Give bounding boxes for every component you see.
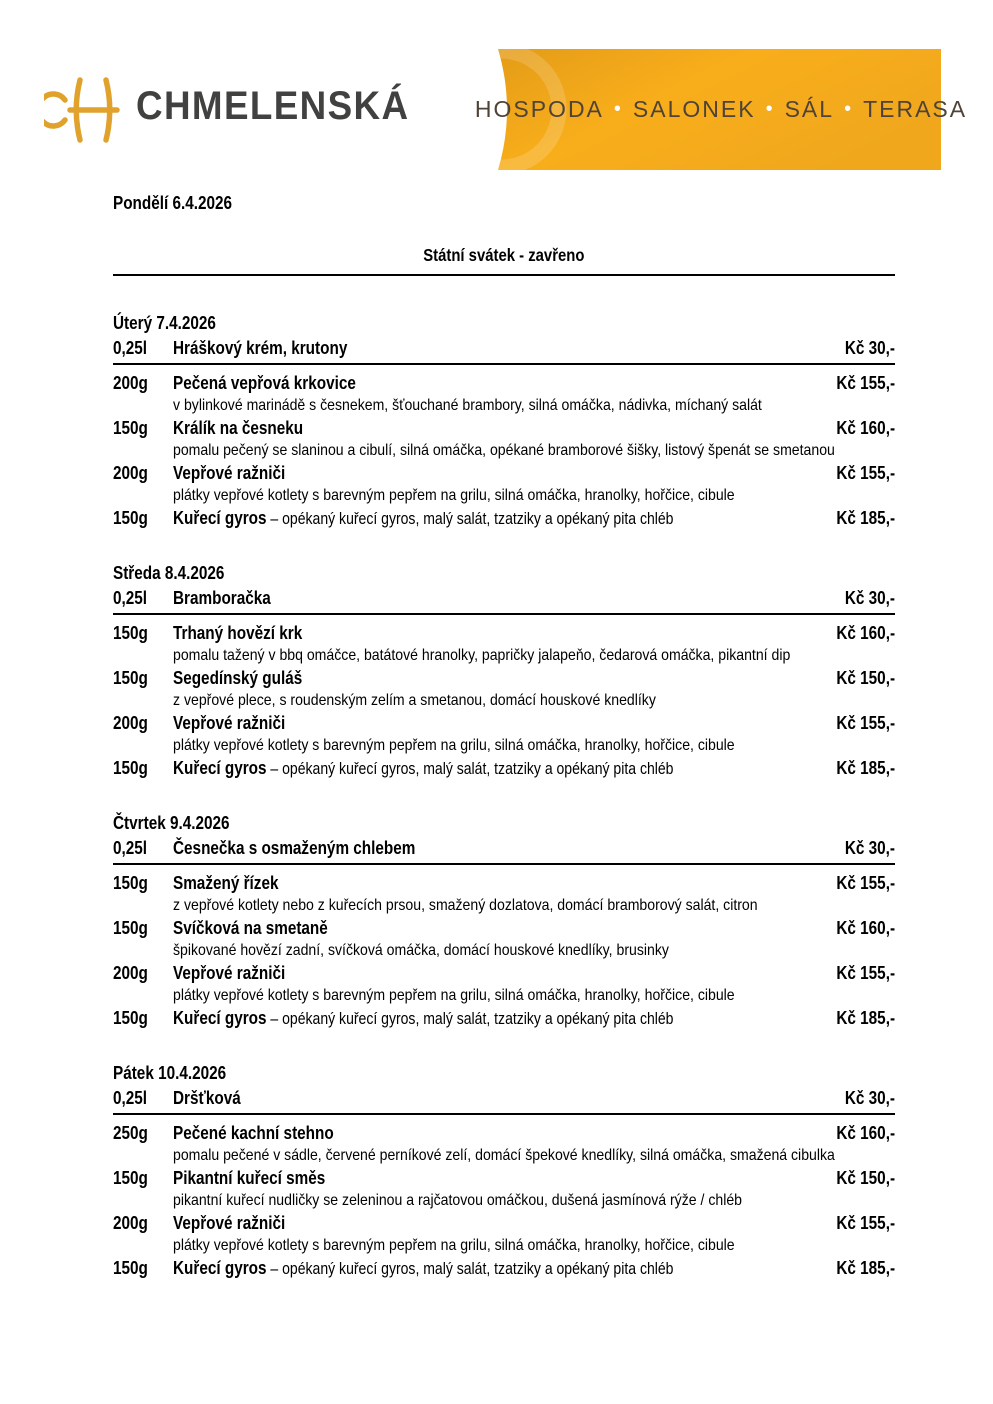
item-name: Česnečka s osmaženým chlebem xyxy=(173,838,416,858)
item-name: Vepřové ražniči xyxy=(173,963,286,983)
menu-item-row xyxy=(113,712,895,735)
menu-item-row xyxy=(113,872,895,895)
item-description: z vepřové plece, s roudenským zelím a smetanou, domácí houskové knedlíky xyxy=(173,692,656,709)
item-price: Kč 160,- xyxy=(836,418,895,438)
item-price: Kč 30,- xyxy=(844,588,895,608)
menu-item-row xyxy=(113,1257,895,1281)
menu-item-row xyxy=(113,372,895,395)
item-description: plátky vepřové kotlety s barevným pepřem na grilu, silná omáčka, hranolky, hořčice, cibule xyxy=(173,487,735,504)
item-description: pomalu pečený se slaninou a cibulí, silná omáčka, opékané bramborové šišky, listový špenát se smetanou xyxy=(173,442,835,459)
item-price: Kč 185,- xyxy=(836,1008,895,1028)
item-price: Kč 30,- xyxy=(844,838,895,858)
menu-item-row xyxy=(113,1007,895,1031)
portion-size: 200g xyxy=(113,963,148,983)
item-name: Pečené kachní stehno xyxy=(173,1123,334,1143)
menu-item-row xyxy=(113,1087,895,1115)
item-price: Kč 30,- xyxy=(844,338,895,358)
tagline-word: SÁL xyxy=(784,96,835,122)
item-price: Kč 185,- xyxy=(836,758,895,778)
menu-item-row xyxy=(113,462,895,485)
portion-size: 150g xyxy=(113,918,148,938)
portion-size: 200g xyxy=(113,1213,148,1233)
tagline-dot-icon: • xyxy=(613,98,623,120)
item-price: Kč 160,- xyxy=(836,623,895,643)
day-section xyxy=(113,312,895,531)
brand-name: CHMELENSKÁ xyxy=(136,84,410,128)
portion-size: 0,25l xyxy=(113,1088,148,1108)
portion-size: 200g xyxy=(113,713,148,733)
item-description: pomalu pečené v sádle, červené perníkové zelí, domácí špekové knedlíky, silná omáčka, smažená cibulka xyxy=(173,1147,835,1164)
item-price: Kč 155,- xyxy=(836,873,895,893)
portion-size: 150g xyxy=(113,508,148,528)
menu-item-row xyxy=(113,587,895,615)
item-description: plátky vepřové kotlety s barevným pepřem na grilu, silná omáčka, hranolky, hořčice, cibule xyxy=(173,737,735,754)
day-title: Úterý 7.4.2026 xyxy=(113,313,216,333)
menu-content xyxy=(113,192,895,1312)
day-section xyxy=(113,562,895,781)
portion-size: 150g xyxy=(113,873,148,893)
item-price: Kč 160,- xyxy=(836,1123,895,1143)
item-name: Pečená vepřová krkovice xyxy=(173,373,356,393)
portion-size: 150g xyxy=(113,668,148,688)
portion-size: 200g xyxy=(113,463,148,483)
item-description: plátky vepřové kotlety s barevným pepřem na grilu, silná omáčka, hranolky, hořčice, cibule xyxy=(173,987,735,1004)
item-price: Kč 150,- xyxy=(836,1168,895,1188)
tagline-dot-icon: • xyxy=(844,98,854,120)
item-price: Kč 155,- xyxy=(836,463,895,483)
item-price: Kč 155,- xyxy=(836,713,895,733)
tagline-word: HOSPODA xyxy=(474,96,604,122)
item-name: Trhaný hovězí krk xyxy=(173,623,303,643)
item-description: v bylinkové marinádě s česnekem, šťouchané brambory, silná omáčka, nádivka, míchaný salát xyxy=(173,397,762,414)
portion-size: 150g xyxy=(113,1008,148,1028)
holiday-notice: Státní svátek - zavřeno xyxy=(113,244,895,276)
item-name: Dršťková xyxy=(173,1088,241,1108)
menu-item-row xyxy=(113,1122,895,1145)
item-name: Bramboračka xyxy=(173,588,271,608)
item-name: Vepřové ražniči xyxy=(173,463,286,483)
portion-size: 150g xyxy=(113,758,148,778)
menu-item-row xyxy=(113,962,895,985)
day-section xyxy=(113,1062,895,1281)
item-price: Kč 155,- xyxy=(836,1213,895,1233)
logo-mark-icon xyxy=(44,74,128,146)
item-name: Pikantní kuřecí směs xyxy=(173,1168,326,1188)
tagline-word: SALONEK xyxy=(632,96,756,122)
day-title: Středa 8.4.2026 xyxy=(113,563,225,583)
item-price: Kč 185,- xyxy=(836,508,895,528)
tagline-word: TERASA xyxy=(863,96,968,122)
menu-item-row xyxy=(113,837,895,865)
menu-item-row xyxy=(113,1167,895,1190)
portion-size: 150g xyxy=(113,1258,148,1278)
tagline-dot-icon: • xyxy=(765,98,775,120)
day-section xyxy=(113,192,895,276)
item-description: špikované hovězí zadní, svíčková omáčka, domácí houskové knedlíky, brusinky xyxy=(173,942,669,959)
portion-size: 150g xyxy=(113,418,148,438)
menu-item-row xyxy=(113,1212,895,1235)
portion-size: 0,25l xyxy=(113,338,148,358)
day-section xyxy=(113,812,895,1031)
item-price: Kč 185,- xyxy=(836,1258,895,1278)
brand-logo xyxy=(44,74,128,151)
item-description: plátky vepřové kotlety s barevným pepřem na grilu, silná omáčka, hranolky, hořčice, cibule xyxy=(173,1237,735,1254)
item-name: Vepřové ražniči xyxy=(173,1213,286,1233)
day-title: Pátek 10.4.2026 xyxy=(113,1063,227,1083)
item-price: Kč 150,- xyxy=(836,668,895,688)
item-price: Kč 155,- xyxy=(836,373,895,393)
portion-size: 0,25l xyxy=(113,588,148,608)
item-name: Kuřecí gyros – opékaný kuřecí gyros, malý salát, tzatziky a opékaný pita chléb xyxy=(173,758,674,778)
item-name: Kuřecí gyros – opékaný kuřecí gyros, malý salát, tzatziky a opékaný pita chléb xyxy=(173,508,674,528)
item-name: Hráškový krém, krutony xyxy=(173,338,348,358)
portion-size: 0,25l xyxy=(113,838,148,858)
item-name: Svíčková na smetaně xyxy=(173,918,328,938)
item-name: Vepřové ražniči xyxy=(173,713,286,733)
banner-tagline xyxy=(474,49,968,170)
item-name: Segedínský guláš xyxy=(173,668,303,688)
item-price: Kč 155,- xyxy=(836,963,895,983)
item-name: Kuřecí gyros – opékaný kuřecí gyros, malý salát, tzatziky a opékaný pita chléb xyxy=(173,1008,674,1028)
item-description: pomalu tažený v bbq omáčce, batátové hranolky, papričky jalapeňo, čedarová omáčka, pikantní dip xyxy=(173,647,791,664)
menu-item-row xyxy=(113,757,895,781)
portion-size: 150g xyxy=(113,623,148,643)
portion-size: 150g xyxy=(113,1168,148,1188)
item-description: pikantní kuřecí nudličky se zeleninou a rajčatovou omáčkou, dušená jasmínová rýže / chléb xyxy=(173,1192,742,1209)
menu-item-row xyxy=(113,417,895,440)
item-name: Kuřecí gyros – opékaný kuřecí gyros, malý salát, tzatziky a opékaný pita chléb xyxy=(173,1258,674,1278)
day-title: Čtvrtek 9.4.2026 xyxy=(113,813,230,833)
menu-item-row xyxy=(113,622,895,645)
brand-banner xyxy=(474,49,968,170)
menu-item-row xyxy=(113,917,895,940)
item-name: Smažený řízek xyxy=(173,873,279,893)
item-description: z vepřové kotlety nebo z kuřecích prsou, smažený dozlatova, domácí bramborový salát, citron xyxy=(173,897,758,914)
item-price: Kč 30,- xyxy=(844,1088,895,1108)
item-price: Kč 160,- xyxy=(836,918,895,938)
day-title: Pondělí 6.4.2026 xyxy=(113,193,233,213)
item-name: Králík na česneku xyxy=(173,418,304,438)
portion-size: 200g xyxy=(113,373,148,393)
menu-item-row xyxy=(113,667,895,690)
portion-size: 250g xyxy=(113,1123,148,1143)
menu-item-row xyxy=(113,337,895,365)
menu-item-row xyxy=(113,507,895,531)
